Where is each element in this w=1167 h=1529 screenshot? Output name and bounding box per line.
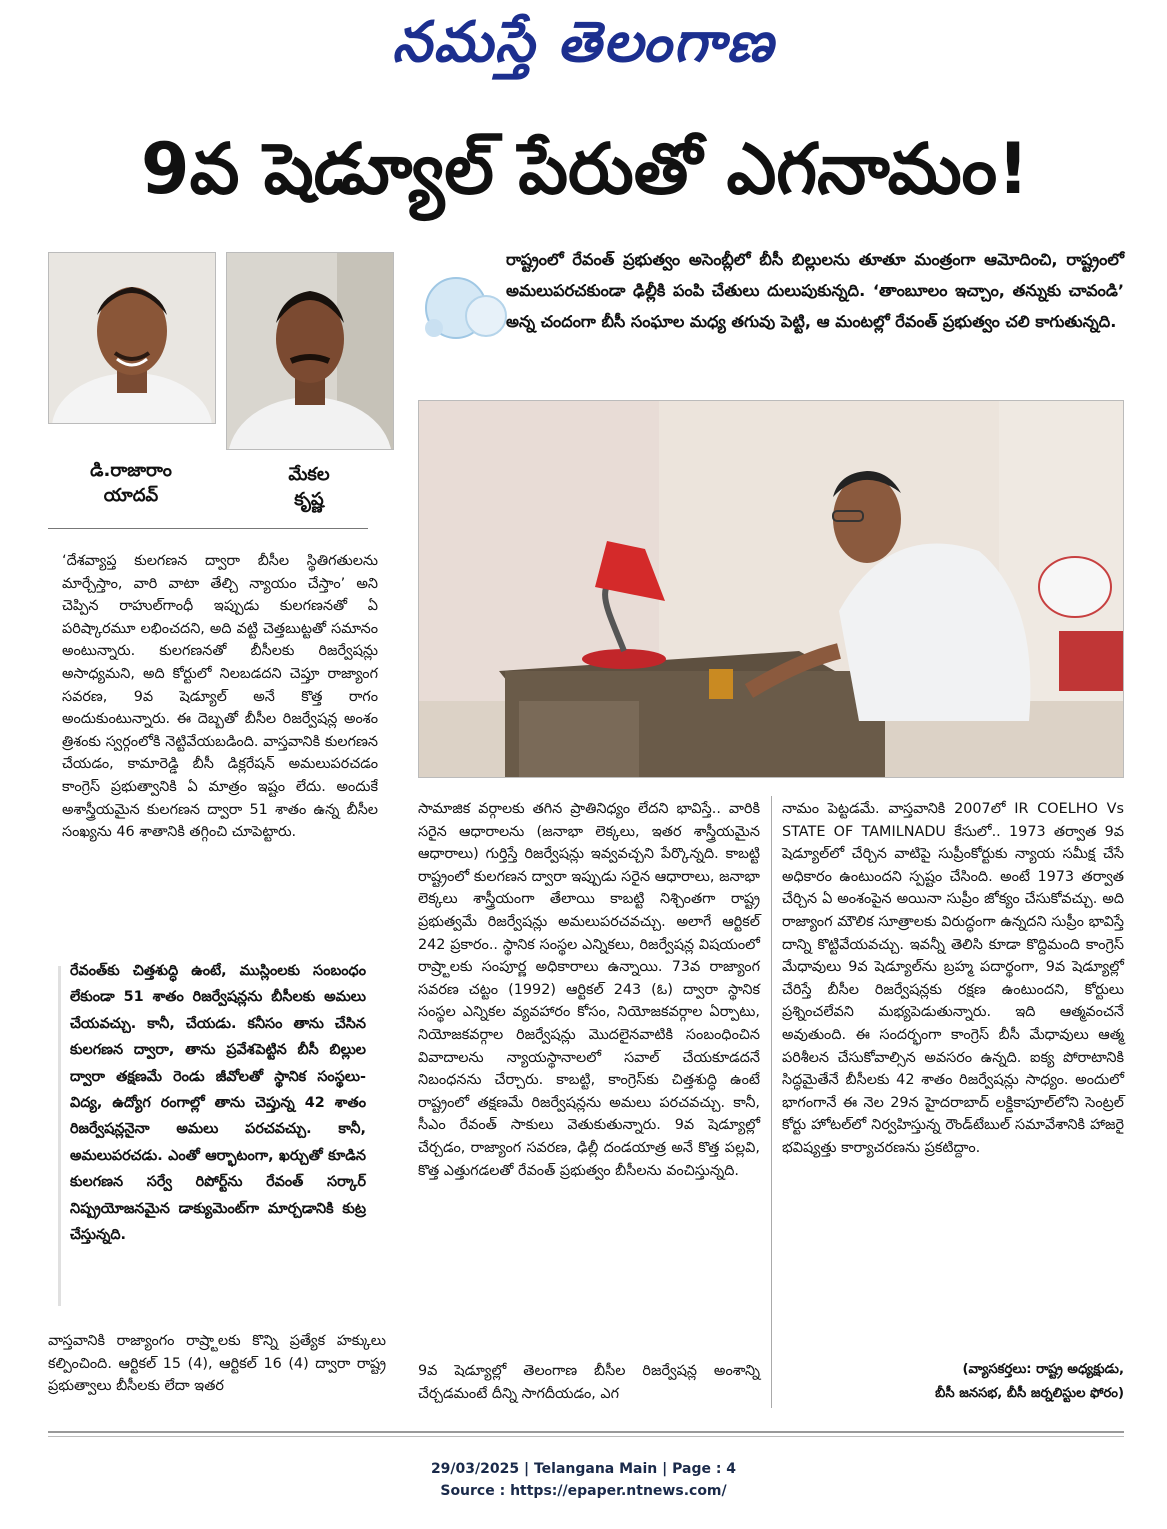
masthead-logo: నమస్తే తెలంగాణ [392, 9, 775, 75]
author-photo-1 [48, 252, 216, 424]
caption-divider [48, 528, 368, 529]
column-1-text: ‘దేశవ్యాప్త కులగణన ద్వారా బీసీల స్థితిగతులను మార్చేస్తాం, వారి వాటా తేల్చి న్యాయం చేస్తాం’ అని చెప్పిన రాహుల్‌గాంధీ ఇప్పుడు కులగణనతో ఏ పరిష్కారమూ లభించదని, అది వట్టి చెత్తబుట్టతో సమానం అంటున్నారు. కులగణనతో బీసీలకు రిజర్వేషన్లు అసాధ్యమని, అది కోర్టులో నిలబడదని చెప్తూ రాజ్యాంగ సవరణ, 9వ షెడ్యూల్ అనే కొత్త రాగం అందుకుంటున్నారు. ఈ దెబ్బతో బీసీల రిజర్వేషన్ల అంశం త్రిశంకు స్వర్గంలోకి నెట్టివేయబడింది. వాస్తవానికి కులగణన చేయడం, కామారెడ్డి బీసీ డిక్లరేషన్ అమలుపరచడం కాంగ్రెస్ ప్రభుత్వానికి ఏ మాత్రం ఇష్టం లేదు. అందుకే అశాస్త్రీయమైన కులగణన ద్వారా 51 శాతం ఉన్న బీసీల సంఖ్యను 46 శాతానికి తగ్గించి చూపెట్టారు. [62, 553, 378, 841]
author-name-1: డి.రాజారాం [90, 460, 172, 481]
footer-divider [48, 1431, 1124, 1433]
author-surname-1: యాదవ్ [103, 485, 159, 506]
author-name-2: మేకల [288, 464, 330, 485]
pull-quote-bar [58, 966, 61, 1306]
byline-line-2: బీసీ జనసభ, బీసీ జర్నలిస్టుల ఫోరం) [935, 1386, 1124, 1401]
column-divider [771, 796, 772, 1408]
author-photo-2 [226, 252, 394, 450]
column-3-text: నామం పెట్టడమే. వాస్తవానికి 2007లో IR COELHO Vs STATE OF TAMILNADU కేసులో.. 1973 తర్వాత 9వ షెడ్యూల్‌లో చేర్చిన వాటిపై సుప్రీంకోర్టుకు న్యాయ సమీక్ష చేసే అధికారం ఉంటుందని స్పష్టం చేసింది. అంటే 1973 తర్వాత చేర్చిన ఏ అంశంపైన అయినా సుప్రీం జోక్యం చేసుకోవచ్చు. అది రాజ్యాంగ మౌలిక సూత్రాలకు విరుద్ధంగా ఉన్నదని సుప్రీం భావిస్తే దాన్ని కొట్టివేయవచ్చు. ఇవన్నీ తెలిసి కూడా కొద్దిమంది కాంగ్రెస్ మేధావులు 9వ షెడ్యూల్‌ను బ్రహ్మ పదార్థంగా, 9వ షెడ్యూల్లో చేరిస్తే బీసీల రిజర్వేషన్లకు రక్షణ ఉంటుందని, కోర్టులు ప్రశ్నించలేవని మభ్యపెడుతున్నారు. ఇది ఆత్మవంచనే అవుతుంది. ఈ సందర్భంగా కాంగ్రెస్ బీసీ మేధావులు ఆత్మ పరిశీలన చేసుకోవాల్సిన అవసరం ఉన్నది. ఐక్య పోరాటానికి సిద్ధమైతేనే బీసీలకు 42 శాతం రిజర్వేషన్లు సాధ్యం. అందులో భాగంగానే ఈ నెల 29న హైదరాబాద్ లక్డికాపూల్‌లోని సెంట్రల్ కోర్టు హోటల్‌లో నిర్వహిస్తున్న రౌండ్‌టేబుల్ సమావేశానికి హాజరై భవిష్యత్తు కార్యాచరణను ప్రకటిద్దాం. [782, 801, 1124, 1156]
footer-divider-thin [48, 1436, 1124, 1437]
lead-paragraph: రాష్ట్రంలో రేవంత్ ప్రభుత్వం అసెంబ్లీలో బీసీ బిల్లులను తూతూ మంత్రంగా ఆమోదించి, రాష్ట్రంలో అమలుపరచకుండా ఢిల్లీకి పంపి చేతులు దులుపుకున్నది. ‘తాంబూలం ఇచ్చాం, తన్నుకు చావండి’ అన్న చందంగా బీసీ సంఘాల మధ్య తగువు పెట్టి, ఆ మంటల్లో రేవంత్ ప్రభుత్వం చలి కాగుతున్నది. [506, 250, 1124, 331]
footer-source-link[interactable]: Source : https://epaper.ntnews.com/ [440, 1483, 727, 1499]
main-article-photo [418, 400, 1124, 778]
author-surname-2: కృష్ణ [294, 489, 324, 510]
footer [0, 1458, 1167, 1502]
bubble-decoration-icon [414, 270, 514, 354]
author-byline [820, 1358, 1124, 1406]
footer-date-page: 29/03/2025 | Telangana Main | Page : 4 [430, 1461, 737, 1477]
author-caption-2 [226, 462, 392, 512]
byline-line-1: (వ్యాసకర్తలు: రాష్ట్ర అధ్యక్షుడు, [962, 1362, 1124, 1377]
pull-quote: రేవంత్‌కు చిత్తశుద్ధి ఉంటే, ముస్లింలకు సంబంధం లేకుండా 51 శాతం రిజర్వేషన్లను బీసీలకు అమలు చేయవచ్చు. కానీ, చేయడు. కనీసం తాను చేసిన కులగణన ద్వారా, తాను ప్రవేశపెట్టిన బీసీ బిల్లుల ద్వారా తక్షణమే రెండు జీవోలతో స్థానిక సంస్థలు-విద్య, ఉద్యోగ రంగాల్లో తాను చెప్తున్న 42 శాతం రిజర్వేషన్లనైనా అమలు పరచవచ్చు. కానీ, అమలుపరచడు. ఎంతో ఆర్భాటంగా, ఖర్చుతో కూడిన కులగణన సర్వే రిపోర్ట్‌ను రేవంత్ సర్కార్ నిష్ప్రయోజనమైన డాక్యుమెంట్‌గా మార్చడానికి కుట్ర చేస్తున్నది. [70, 963, 366, 1244]
author-caption-1 [48, 458, 214, 508]
column-2-text: సామాజిక వర్గాలకు తగిన ప్రాతినిధ్యం లేదని భావిస్తే.. వారికి సరైన ఆధారాలను (జనాభా లెక్కలు, ఇతర శాస్త్రీయమైన ఆధారాలు) గుర్తిస్తే రిజర్వేషన్లు ఇవ్వవచ్చని పేర్కొన్నది. కాబట్టి రాష్ట్రంలో కులగణన ద్వారా ఇప్పుడు సరైన ఆధారాలు, జనాభా లెక్కలు శాస్త్రీయంగా తేలాయి కాబట్టి నిశ్చింతగా రాష్ట్ర ప్రభుత్వమే రిజర్వేషన్లు అమలుపరచవచ్చు. అలాగే ఆర్టికల్ 242 ప్రకారం.. స్థానిక సంస్థల ఎన్నికలు, రిజర్వేషన్ల విషయంలో రాష్ర్టాలకు సంపూర్ణ అధికారాలు ఉన్నాయి. 73వ రాజ్యాంగ సవరణ చట్టం (1992) ఆర్టికల్ 243 (ఓ) ద్వారా స్థానిక సంస్థల ఎన్నికల వ్యవహారం కోసం, నియోజకవర్గాల ఏర్పాటు, నియోజకవర్గాల రిజర్వేషన్లు మొదలైనవాటికి సంబంధించిన వివాదాలను న్యాయస్థానాలలో సవాల్ చేయకూడదనే నిబంధనను చేర్చారు. కాబట్టి, కాంగ్రెస్‌కు చిత్తశుద్ధి ఉంటే రాష్ట్రంలో తక్షణమే రిజర్వేషన్లను అమలు పరచవచ్చు. కానీ, సీఎం రేవంత్ సాకులు వెతుకుతున్నారు. 9వ షెడ్యూల్లో చేర్చడం, రాజ్యాంగ సవరణ, ఢిల్లీ దండయాత్ర అనే కొత్త పల్లవి, కొత్త ఎత్తుగడలతో రేవంత్ ప్రభుత్వం బీసీలను వంచిస్తున్నది. [418, 801, 760, 1179]
column-1-bottom-text: వాస్తవానికి రాజ్యాంగం రాష్ర్టాలకు కొన్ని ప్రత్యేక హక్కులు కల్పించింది. ఆర్టికల్ 15 (4), ఆర్టికల్ 16 (4) ద్వారా రాష్ట్ర ప్రభుత్వాలు బీసీలకు లేదా ఇతర [48, 1333, 386, 1395]
column-2-bottom-text: 9వ షెడ్యూల్లో తెలంగాణ బీసీల రిజర్వేషన్ల అంశాన్ని చేర్చడమంటే దీన్ని సాగదీయడం, ఎగ [418, 1363, 760, 1402]
article-headline: 9వ షెడ్యూల్ పేరుతో ఎగనామం! [140, 128, 1030, 210]
